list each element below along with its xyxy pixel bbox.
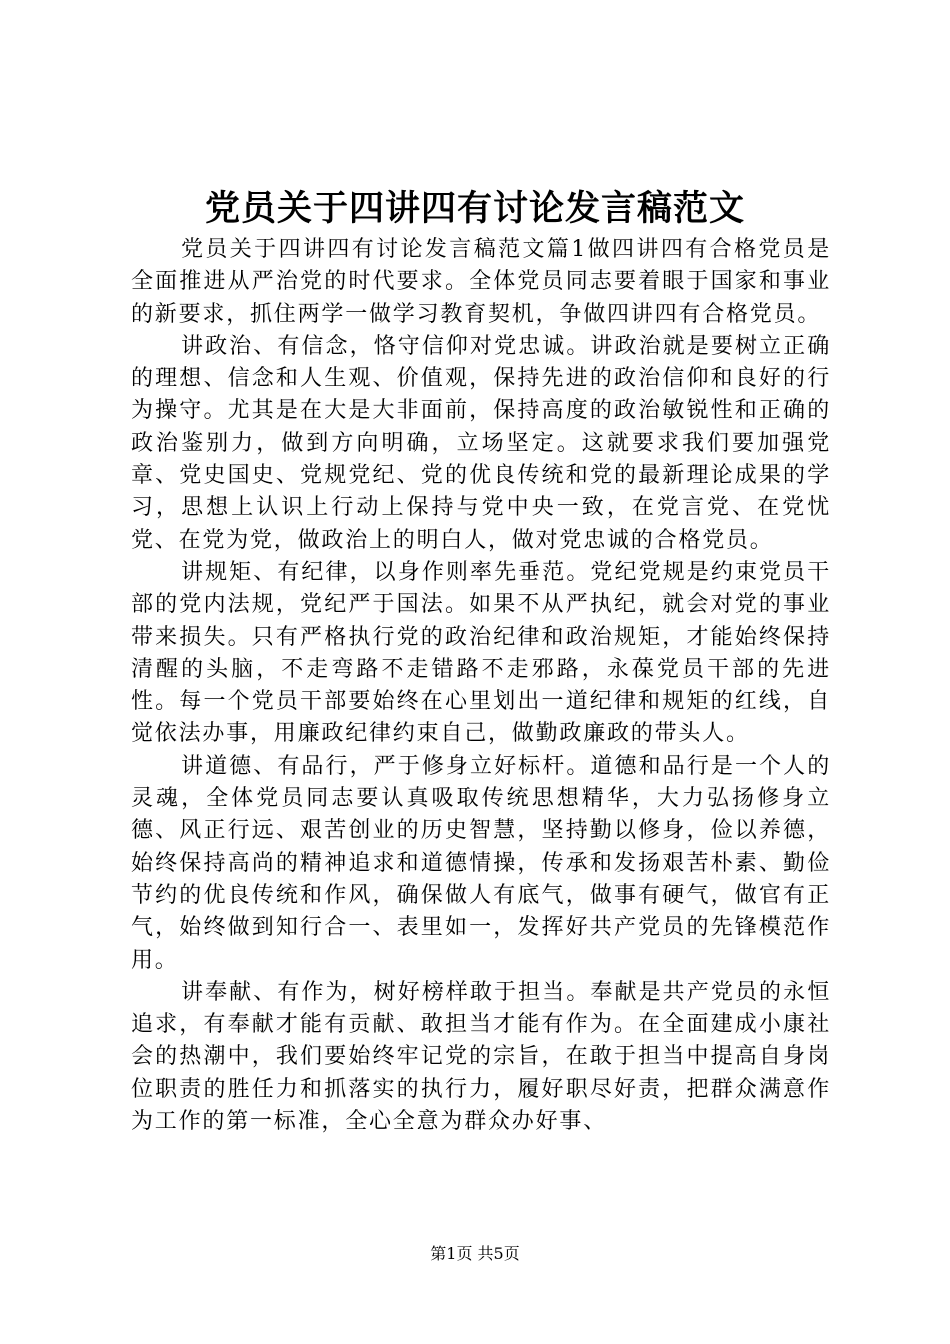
paragraph-rules: 讲规矩、有纪律，以身作则率先垂范。党纪党规是约束党员干部的党内法规，党纪严于国法。如果不从严执纪，就会对党的事业带来损失。只有严格执行党的政治纪律和政治规矩，才能始终保持清醒的头脑，不走弯路不走错路不走邪路，永葆党员干部的先进性。每一个党员干部要始终在心里划出一道纪律和规矩的红线，自觉依法办事，用廉政纪律约束自己，做勤政廉政的带头人。	[131, 559, 831, 747]
paragraph-dedication: 讲奉献、有作为，树好榜样敢于担当。奉献是共产党员的永恒追求，有奉献才能有贡献、敢担当才能有作为。在全面建成小康社会的热潮中，我们要始终牢记党的宗旨，在敢于担当中提高自身岗位职责的胜任力和抓落实的执行力，履好职尽好责，把群众满意作为工作的第一标准，全心全意为群众办好事、	[131, 979, 831, 1135]
paragraph-politics: 讲政治、有信念，恪守信仰对党忠诚。讲政治就是要树立正确的理想、信念和人生观、价值观，保持先进的政治信仰和良好的行为操守。尤其是在大是大非面前，保持高度的政治敏锐性和正确的政治鉴别力，做到方向明确，立场坚定。这就要求我们要加强党章、党史国史、党规党纪、党的优良传统和党的最新理论成果的学习，思想上认识上行动上保持与党中央一致，在党言党、在党忧党、在党为党，做政治上的明白人，做对党忠诚的合格党员。	[131, 333, 831, 553]
document-title: 党员关于四讲四有讨论发言稿范文	[204, 188, 745, 229]
document-body	[131, 234, 831, 1138]
paragraph-intro: 党员关于四讲四有讨论发言稿范文篇1做四讲四有合格党员是全面推进从严治党的时代要求。全体党员同志要着眼于国家和事业的新要求，抓住两学一做学习教育契机，争做四讲四有合格党员。	[131, 237, 831, 327]
paragraph-morality: 讲道德、有品行，严于修身立好标杆。道德和品行是一个人的灵魂，全体党员同志要认真吸取传统思想精华，大力弘扬修身立德、风正行远、艰苦创业的历史智慧，坚持勤以修身，俭以养德，始终保持高尚的精神追求和道德情操，传承和发扬艰苦朴素、勤俭节约的优良传统和作风，确保做人有底气，做事有硬气，做官有正气，始终做到知行合一、表里如一，发挥好共产党员的先锋模范作用。	[131, 753, 831, 973]
page-number-footer: 第1页 共5页	[430, 1244, 520, 1263]
